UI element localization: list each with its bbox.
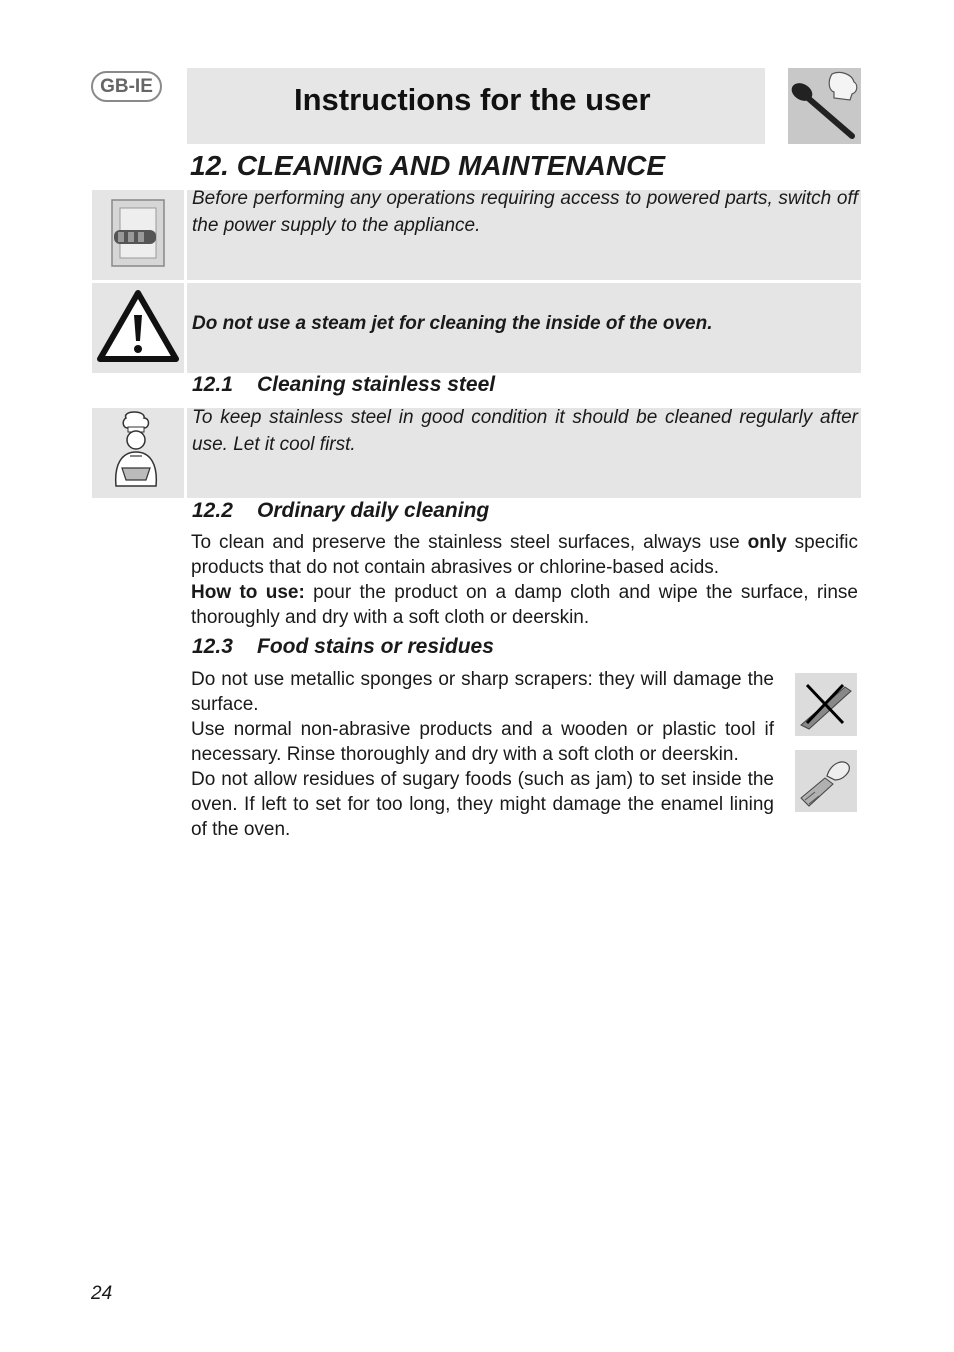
wiping-tool-icon bbox=[795, 750, 857, 812]
subsection-heading-12-2 bbox=[192, 499, 489, 523]
subsection-number: 12.2 bbox=[192, 499, 233, 522]
daily-cleaning-only: only bbox=[747, 532, 787, 553]
warning-triangle-icon bbox=[92, 283, 184, 373]
daily-cleaning-p1b: specific products that do not contain abrasives or chlorine-based acids. bbox=[191, 532, 858, 578]
chef-icon bbox=[92, 408, 184, 498]
chef-icon-panel bbox=[92, 408, 184, 498]
subsection-title: Cleaning stainless steel bbox=[257, 373, 496, 396]
daily-cleaning-text bbox=[191, 530, 858, 630]
subsection-title: Ordinary daily cleaning bbox=[257, 499, 490, 522]
language-badge: GB-IE bbox=[91, 71, 162, 102]
how-to-use-text: pour the product on a damp cloth and wipe the surface, rinse thoroughly and dry with a soft cloth or deerskin. bbox=[191, 582, 858, 628]
food-stains-p1: Do not use metallic sponges or sharp scrapers: they will damage the surface. bbox=[191, 669, 774, 715]
subsection-title: Food stains or residues bbox=[257, 635, 494, 658]
daily-cleaning-p1a: To clean and preserve the stainless steel surfaces, always use bbox=[191, 532, 748, 553]
subsection-number: 12.3 bbox=[192, 635, 233, 658]
section-title: 12. CLEANING AND MAINTENANCE bbox=[190, 150, 665, 181]
food-stains-text bbox=[191, 667, 774, 842]
page-title: Instructions for the user bbox=[294, 82, 651, 117]
subsection-heading-12-3 bbox=[192, 635, 494, 659]
note-icon-panel bbox=[92, 190, 184, 280]
warning-icon-panel bbox=[92, 283, 184, 373]
page-number: 24 bbox=[91, 1283, 113, 1304]
food-stains-p3: Do not allow residues of sugary foods (such as jam) to set inside the oven. If left to set for too long, they might damage the enamel lining of the oven. bbox=[191, 769, 774, 840]
warning-note-text: Do not use a steam jet for cleaning the inside of the oven. bbox=[192, 313, 713, 334]
food-stains-p2: Use normal non-abrasive products and a wooden or plastic tool if necessary. Rinse thoroughly and dry with a soft cloth or deerskin. bbox=[191, 719, 774, 765]
subsection-number: 12.1 bbox=[192, 373, 233, 396]
stainless-note-text: To keep stainless steel in good condition it should be cleaned regularly after use. Let it cool first. bbox=[192, 407, 858, 455]
crossed-knife-icon bbox=[795, 673, 857, 736]
power-note-text: Before performing any operations requiring access to powered parts, switch off the power supply to the appliance. bbox=[192, 188, 858, 236]
subsection-heading-12-1 bbox=[192, 373, 495, 397]
switch-off-icon bbox=[92, 190, 184, 280]
spoon-chef-hat-icon bbox=[788, 68, 861, 144]
how-to-use-label: How to use: bbox=[191, 582, 305, 603]
